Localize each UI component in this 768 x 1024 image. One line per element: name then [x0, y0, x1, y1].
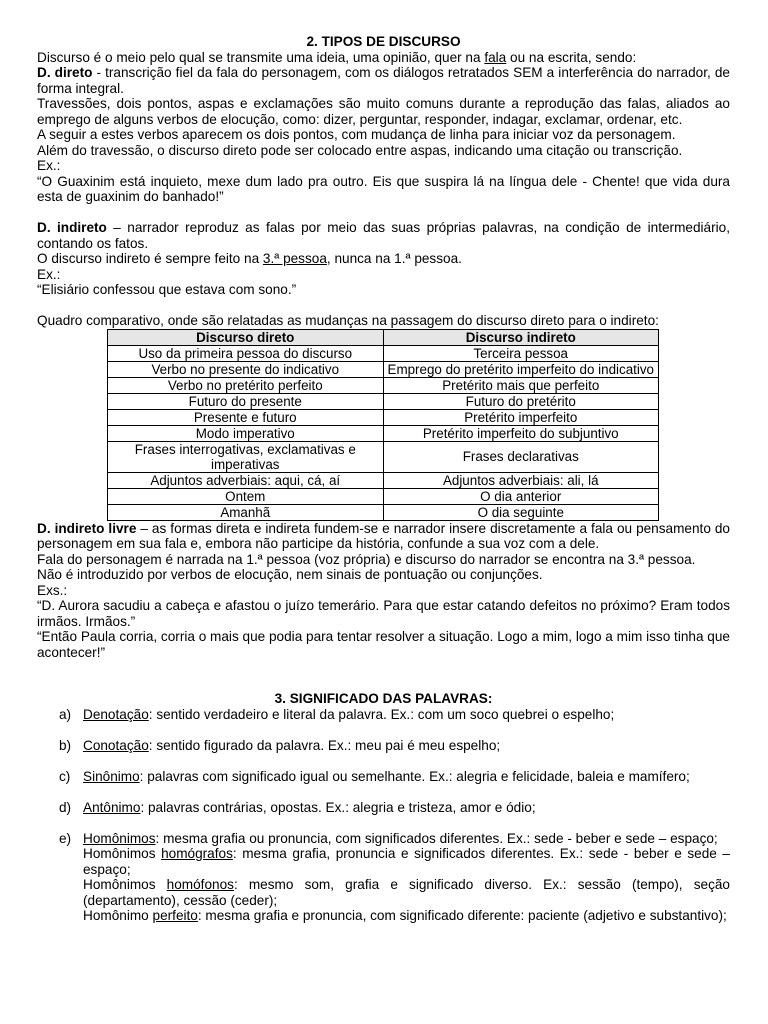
- direto-text: - transcrição fiel da fala do personagem, com os diálogos retratados SEM a interferência do narrador, de forma integral.: [37, 65, 730, 96]
- table-cell-direto: Uso da primeira pessoa do discurso: [108, 345, 384, 361]
- direto-definition: [37, 65, 730, 96]
- list-item-term: Homônimos: [83, 830, 156, 846]
- livre-label: D. indireto livre: [37, 520, 137, 536]
- table-cell-indireto: Futuro do pretérito: [383, 393, 659, 409]
- intro-text: Discurso é o meio pelo qual se transmite uma ideia, uma opinião, quer na: [37, 49, 485, 65]
- table-cell-indireto: Frases declarativas: [383, 441, 659, 472]
- table-row: [108, 488, 659, 504]
- spacer: [37, 298, 730, 314]
- spacer: [37, 660, 730, 676]
- table-cell-indireto: Emprego do pretérito imperfeito do indicativo: [383, 361, 659, 377]
- table-row: [108, 393, 659, 409]
- comparison-table: [107, 329, 659, 521]
- indireto-p2-text: O discurso indireto é sempre feito na: [37, 251, 263, 266]
- table-header-direto: Discurso direto: [108, 329, 384, 345]
- indireto-paragraph-2: [37, 251, 730, 267]
- livre-text: – as formas direta e indireta fundem-se e narrador insere discretamente a fala ou pensamento do personagem em sua fala e, embora não participe da história, confunde a sua voz com a dele.: [37, 520, 730, 551]
- list-item-text: : mesma grafia ou pronuncia, com significados diferentes. Ex.: sede - beber e sede – espaço;: [155, 830, 718, 846]
- homofonos-prefix: Homônimos: [83, 877, 167, 892]
- table-cell-direto: Futuro do presente: [108, 393, 384, 409]
- livre-example-label: Exs.:: [37, 582, 68, 598]
- table-cell-direto: Presente e futuro: [108, 409, 384, 425]
- table-header-row: [108, 329, 659, 345]
- table-cell-direto: Verbo no pretérito perfeito: [108, 377, 384, 393]
- table-cell-indireto: O dia anterior: [383, 488, 659, 504]
- homografos-prefix: Homônimos: [83, 846, 162, 861]
- section-title-tipos-de-discurso: 2. TIPOS DE DISCURSO: [306, 34, 461, 49]
- table-row: [108, 441, 659, 472]
- list-item: [37, 800, 730, 816]
- table-cell-direto: Adjuntos adverbiais: aqui, cá, aí: [108, 472, 384, 488]
- table-row: [108, 345, 659, 361]
- list-item-term: Conotação: [83, 737, 149, 753]
- table-cell-indireto: Terceira pessoa: [383, 345, 659, 361]
- list-item-text: : palavras com significado igual ou semelhante. Ex.: alegria e felicidade, baleia e mamífero;: [139, 768, 690, 784]
- indireto-p2-text-end: , nunca na 1.ª pessoa.: [326, 251, 462, 266]
- homografos-term: homógrafos: [161, 846, 233, 861]
- table-row: [108, 504, 659, 520]
- spacer: [37, 205, 730, 221]
- list-item: [37, 738, 730, 754]
- livre-paragraph-2: Fala do personagem é narrada na 1.ª pessoa (voz própria) e discurso do narrador se encontra na 3.ª pessoa.: [37, 551, 696, 567]
- direto-example: “O Guaxinim está inquieto, mexe dum lado pra outro. Eis que suspira lá na língua dele - Chente! que vida dura esta de guaxinim do banhado!”: [37, 173, 730, 204]
- table-row: [108, 425, 659, 441]
- table-cell-direto: Amanhã: [108, 504, 384, 520]
- perfeito-term: perfeito: [152, 908, 198, 923]
- table-cell-indireto: Pretérito mais que perfeito: [383, 377, 659, 393]
- table-row: [108, 377, 659, 393]
- livre-example-2: “Então Paula corria, corria o mais que podia para tentar resolver a situação. Logo a mim, logo a mim isso tinha que acontecer!”: [37, 629, 730, 660]
- list-item-letter: c): [59, 768, 71, 784]
- table-cell-indireto: Pretérito imperfeito: [383, 409, 659, 425]
- intro-underlined: fala: [484, 49, 507, 65]
- table-row: [108, 361, 659, 377]
- homofonos-term: homófonos: [166, 877, 234, 892]
- direto-paragraph-2: Travessões, dois pontos, aspas e exclamações são muito comuns durante a reprodução das falas, aliados ao emprego de alguns verbos de elocução, como: dizer, perguntar, responder, indagar, exclamar, ordenar, etc.: [37, 96, 730, 127]
- document-page: [37, 34, 730, 939]
- list-item-term: Sinônimo: [83, 768, 140, 784]
- spacer: [37, 676, 730, 692]
- indireto-example-label: Ex.:: [37, 266, 61, 282]
- homonimos-definition: [83, 831, 730, 847]
- livre-example-1: “D. Aurora sacudiu a cabeça e afastou o juízo temerário. Para que estar catando defeitos no próximo? Eram todos irmãos. Irmãos.”: [37, 598, 730, 629]
- homofonos-text: : mesmo som, grafia e significado diverso. Ex.: sessão (tempo), seção (departamento), cessão (ceder);: [83, 877, 730, 908]
- table-row: [108, 472, 659, 488]
- table-cell-indireto: O dia seguinte: [383, 504, 659, 520]
- list-item: [37, 707, 730, 723]
- perfeito-definition: [83, 908, 730, 924]
- homofonos-definition: [83, 877, 730, 908]
- list-item-text: : palavras contrárias, opostas. Ex.: alegria e tristeza, amor e ódio;: [140, 799, 536, 815]
- table-header-indireto: Discurso indireto: [383, 329, 659, 345]
- list-item-letter: e): [59, 830, 72, 846]
- list-item-letter: a): [59, 706, 72, 722]
- list-item: [37, 831, 730, 924]
- homografos-text: : mesma grafia, pronuncia e significados diferentes. Ex.: sede - beber e sede – espaço;: [83, 846, 730, 877]
- perfeito-prefix: Homônimo: [83, 908, 153, 923]
- list-item-letter: d): [59, 799, 72, 815]
- table-cell-direto: Verbo no presente do indicativo: [108, 361, 384, 377]
- direto-paragraph-3: A seguir a estes verbos aparecem os dois pontos, com mudança de linha para iniciar voz da personagem.: [37, 127, 676, 142]
- direto-paragraph-4: Além do travessão, o discurso direto pode ser colocado entre aspas, indicando uma citação ou transcrição.: [37, 142, 683, 158]
- livre-definition: [37, 521, 730, 552]
- indireto-p2-underlined: 3.ª pessoa: [262, 251, 327, 266]
- table-cell-indireto: Pretérito imperfeito do subjuntivo: [383, 425, 659, 441]
- indireto-label: D. indireto: [37, 220, 107, 235]
- direto-example-label: Ex.:: [37, 158, 61, 173]
- meanings-list: [37, 707, 730, 924]
- list-item-text: : sentido verdadeiro e literal da palavra. Ex.: com um soco quebrei o espelho;: [148, 706, 615, 722]
- table-cell-direto: Ontem: [108, 488, 384, 504]
- section-title-significado: 3. SIGNIFICADO DAS PALAVRAS:: [274, 691, 493, 706]
- table-cell-direto: Frases interrogativas, exclamativas e imperativas: [108, 441, 384, 472]
- table-cell-indireto: Adjuntos adverbiais: ali, lá: [383, 472, 659, 488]
- livre-paragraph-3: Não é introduzido por verbos de elocução, nem sinais de pontuação ou conjunções.: [37, 567, 543, 582]
- direto-label: D. direto: [37, 65, 93, 80]
- intro-paragraph: [37, 50, 730, 66]
- list-item: [37, 769, 730, 785]
- indireto-definition: [37, 220, 730, 251]
- list-item-letter: b): [59, 737, 72, 753]
- intro-text-end: ou na escrita, sendo:: [506, 49, 637, 65]
- homografos-definition: [83, 846, 730, 877]
- perfeito-text: : mesma grafia e pronuncia, com significado diferente: paciente (adjetivo e substantivo);: [197, 908, 727, 923]
- table-cell-direto: Modo imperativo: [108, 425, 384, 441]
- list-item-text: : sentido figurado da palavra. Ex.: meu pai é meu espelho;: [148, 737, 501, 753]
- table-row: [108, 409, 659, 425]
- indireto-example: “Elisiário confessou que estava com sono.”: [37, 282, 297, 297]
- indireto-text: – narrador reproduz as falas por meio das suas próprias palavras, na condição de intermediário, contando os fatos.: [37, 220, 730, 251]
- table-intro: Quadro comparativo, onde são relatadas as mudanças na passagem do discurso direto para o indireto:: [37, 313, 659, 328]
- list-item-term: Antônimo: [83, 799, 141, 815]
- list-item-term: Denotação: [83, 706, 149, 722]
